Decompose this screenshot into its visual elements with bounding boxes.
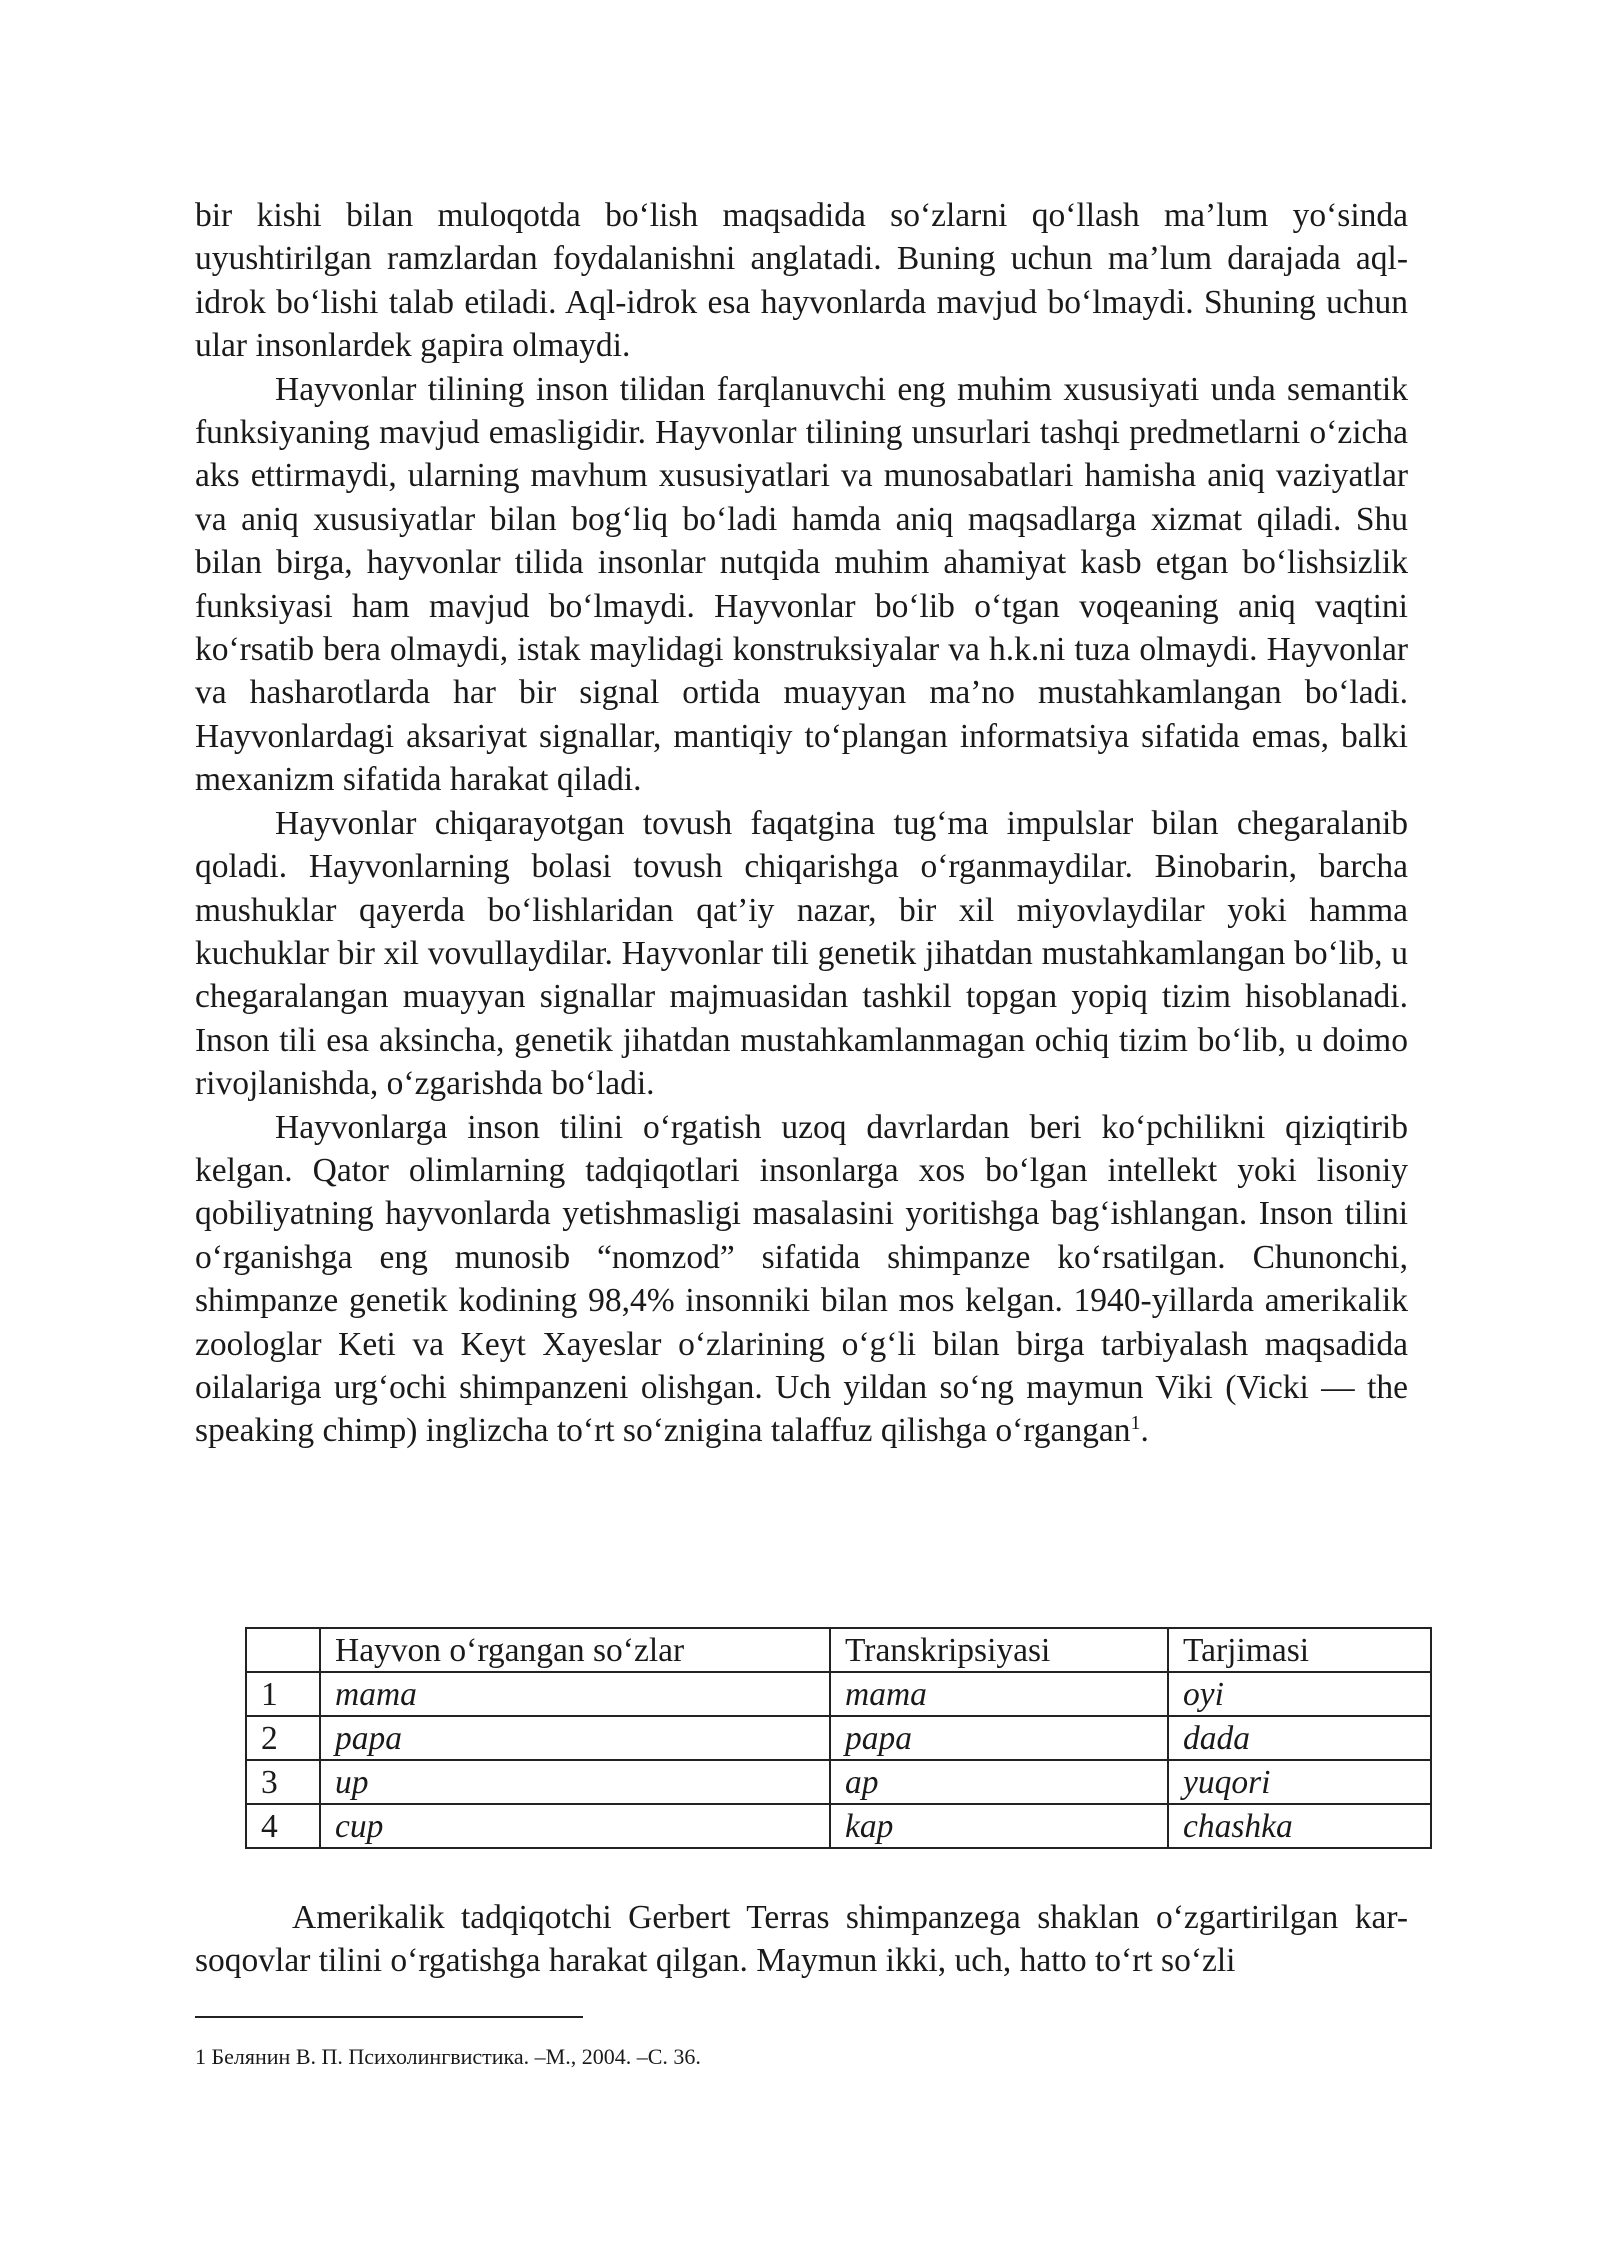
header-cell-transcription: Transkripsiyasi [830,1628,1168,1672]
footnote-divider [195,2016,583,2018]
table-row [246,1716,1431,1760]
body-text [195,194,1408,1453]
paragraph: bir kishi bilan muloqotda bo‘lish maqsadida so‘zlarni qo‘llash ma’lum yo‘sinda uyushtirilgan ramzlardan foydalanishni anglatadi. Buning uchun ma’lum darajada aql-idrok bo‘lishi talab etiladi. Aql-idrok esa hayvonlarda mavjud bo‘lmaydi. Shuning uchun ular insonlardek gapira olmaydi. [195,197,1408,365]
transcription-cell: kap [830,1804,1168,1848]
transcription-cell: ap [830,1760,1168,1804]
translation-cell: chashka [1168,1804,1431,1848]
header-cell-number [246,1628,320,1672]
body-text-continued [195,1896,1408,1983]
transcription-cell: papa [830,1716,1168,1760]
transcription-cell: mama [830,1672,1168,1716]
paragraph [195,1106,1408,1453]
paragraph: Hayvonlar chiqarayotgan tovush faqatgina tug‘ma impulslar bilan chegaralanib qoladi. Hayvonlarning bolasi tovush chiqarishga o‘rganmaydilar. Binobarin, barcha mushuklar qayerda bo‘lishlaridan qat’iy nazar, bir xil miyovlaydilar yoki hamma kuchuklar bir xil vovullaydilar. Hayvonlar tili genetik jihatdan mustahkamlangan bo‘lib, u chegaralangan muayyan signallar majmuasidan tashkil topgan yopiq tizim hisoblanadi. Inson tili esa aksincha, genetik jihatdan mustahkamlanmagan ochiq tizim bo‘lib, u doimo rivojlanishda, o‘zgarishda bo‘ladi. [195,804,1408,1103]
row-number: 3 [246,1760,320,1804]
translation-cell: oyi [1168,1672,1431,1716]
word-cell: up [320,1760,830,1804]
table-row [246,1760,1431,1804]
paragraph: Amerikalik tadqiqotchi Gerbert Terras shimpanzega shaklan o‘zgartirilgan kar-soqovlar tilini o‘rgatishga harakat qilgan. Maymun ikki, uch, hatto to‘rt so‘zli [195,1899,1408,1980]
table-header-row [246,1628,1431,1672]
row-number: 4 [246,1804,320,1848]
paragraph: Hayvonlar tilining inson tilidan farqlanuvchi eng muhim xususiyati unda semantik funksiyaning mavjud emasligidir. Hayvonlar tilining unsurlari tashqi predmetlarni o‘zicha aks ettirmaydi, ularning mavhum xususiyatlari va munosabatlari hamisha aniq vaziyatlar va aniq xususiyatlar bilan bog‘liq bo‘ladi hamda aniq maqsadlarga xizmat qiladi. Shu bilan birga, hayvonlar tilida insonlar nutqida muhim ahamiyat kasb etgan bo‘lishsizlik funksiyasi ham mavjud bo‘lmaydi. Hayvonlar bo‘lib o‘tgan voqeaning aniq vaqtini ko‘rsatib bera olmaydi, istak maylidagi konstruksiyalar va h.k.ni tuza olmaydi. Hayvonlar va hasharotlarda har bir signal ortida muayyan ma’no mustahkamlangan bo‘ladi. Hayvonlardagi aksariyat signallar, mantiqiy to‘plangan informatsiya sifatida emas, balki mexanizm sifatida harakat qiladi. [195,370,1408,799]
paragraph-end: . [1140,1412,1149,1450]
table-row [246,1804,1431,1848]
word-cell: mama [320,1672,830,1716]
word-cell: cup [320,1804,830,1848]
table-row [246,1672,1431,1716]
paragraph-text: Hayvonlarga inson tilini o‘rgatish uzoq davrlardan beri ko‘pchilikni qiziqtirib kelgan. Qator olimlarning tadqiqotlari insonlarga xos bo‘lgan intellekt yoki lisoniy qobiliyatning hayvonlarda yetishmasligi masalasini yoritishga bag‘ishlangan. Inson tilini o‘rganishga eng munosib “nomzod” sifatida shimpanze ko‘rsatilgan. Chunonchi, shimpanze genetik kodining 98,4% insonniki bilan mos kelgan. 1940-yillarda amerikalik zoologlar Keti va Keyt Xayeslar o‘zlarining o‘g‘li bilan birga tarbiyalash maqsadida oilalariga urg‘ochi shimpanzeni olishgan. Uch yildan so‘ng maymun Viki (Vicki — the speaking chimp) inglizcha to‘rt so‘znigina talaffuz qilishga o‘rgangan [195,1108,1408,1450]
row-number: 2 [246,1716,320,1760]
words-table [245,1627,1432,1849]
word-cell: papa [320,1716,830,1760]
translation-cell: dada [1168,1716,1431,1760]
header-cell-translation: Tarjimasi [1168,1628,1431,1672]
header-cell-words: Hayvon o‘rgangan so‘zlar [320,1628,830,1672]
row-number: 1 [246,1672,320,1716]
footnote-reference[interactable]: 1 [1130,1412,1141,1435]
footnote: 1 Белянин В. П. Психолингвистика. –М., 2004. –С. 36. [195,2044,701,2069]
translation-cell: yuqori [1168,1760,1431,1804]
